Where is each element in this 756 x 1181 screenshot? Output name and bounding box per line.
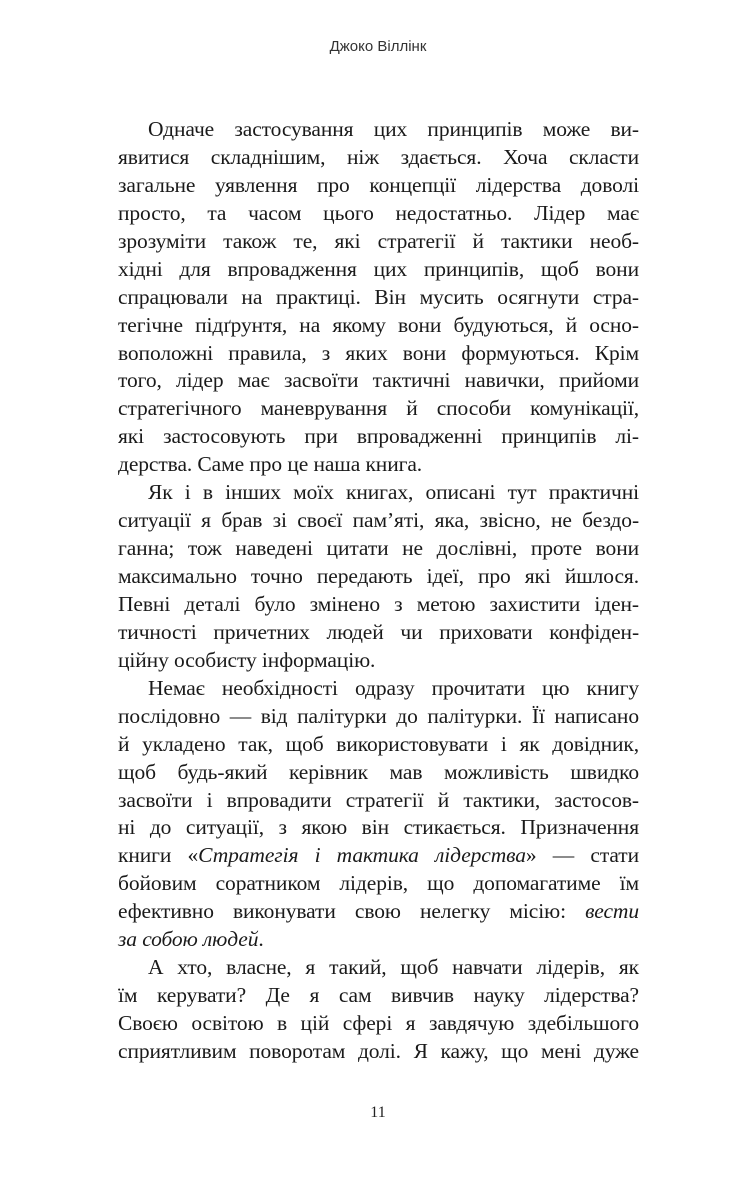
text-line	[118, 367, 639, 395]
text-span: бойовим соратником лідерів, що допомагатиме їм	[118, 871, 639, 896]
text-line	[118, 675, 639, 703]
text-span: воположні правила, з яких вони формуються. Крім	[118, 340, 639, 365]
text-span: засвоїти і впровадити стратегії й тактики, застосов-	[118, 787, 639, 812]
text-span: тегічне підґрунтя, на якому вони будуються, й осно-	[118, 312, 639, 337]
text-span: ні до ситуації, з якою він стикається. Призначення	[118, 815, 639, 840]
text-line	[118, 926, 639, 954]
text-span: які застосовують при впровадженні принципів лі-	[118, 424, 639, 449]
text-line	[118, 479, 639, 507]
text-span: ційну особисту інформацію.	[118, 647, 376, 672]
text-span: А хто, власне, я такий, щоб навчати лідерів, як	[148, 955, 639, 980]
text-span: зрозуміти також те, які стратегії й тактики необ-	[118, 228, 639, 253]
text-line	[118, 144, 639, 172]
text-line	[118, 228, 639, 256]
text-line	[118, 256, 639, 284]
text-line	[118, 1010, 639, 1038]
text-span: Як і в інших моїх книгах, описані тут практичні	[148, 480, 639, 505]
text-line	[118, 395, 639, 423]
text-span: сприятливим поворотам долі. Я кажу, що мені дуже	[118, 1038, 639, 1063]
text-line	[118, 591, 639, 619]
text-line	[118, 814, 639, 842]
text-span: того, лідер має засвоїти тактичні навички, прийоми	[118, 368, 639, 393]
text-span: ефективно виконувати свою нелегку місію:	[118, 899, 586, 924]
text-line	[118, 842, 639, 870]
text-line	[118, 982, 639, 1010]
text-span: максимально точно передають ідеї, про які йшлося.	[118, 564, 639, 588]
text-span: .	[258, 927, 264, 952]
text-line	[118, 619, 639, 647]
text-line	[118, 200, 639, 228]
text-line	[118, 172, 639, 200]
text-span: тичності причетних людей чи приховати конфіден-	[118, 619, 639, 644]
text-line	[118, 507, 639, 535]
text-span: ситуації я брав зі своєї пам’яті, яка, звісно, не бездо-	[118, 508, 639, 533]
text-line	[118, 787, 639, 815]
paragraph	[118, 116, 639, 479]
text-span: книги «	[118, 843, 199, 868]
text-span: загальне уявлення про концепції лідерства доволі	[118, 172, 639, 197]
text-span: Певні деталі було змінено з метою захистити іден-	[118, 591, 639, 616]
text-line	[118, 284, 639, 312]
text-span: Своєю освітою в цій сфері я завдячую здебільшого	[118, 1011, 639, 1035]
text-span: дерства. Саме про це наша книга.	[118, 452, 423, 477]
text-span: послідовно — від палітурки до палітурки. Її написано	[118, 703, 639, 728]
body-text	[118, 116, 639, 1066]
text-line	[118, 759, 639, 787]
text-line	[118, 1038, 639, 1066]
text-span: спрацювали на практиці. Він мусить осягнути стра-	[118, 284, 639, 309]
text-line	[118, 563, 639, 591]
text-line	[118, 423, 639, 451]
text-span: й укладено так, щоб використовувати і як довідник,	[118, 731, 639, 756]
text-line	[118, 116, 639, 144]
running-head: Джоко Віллінк	[329, 38, 427, 55]
italic-text: вести	[585, 899, 639, 924]
text-span: » — стати	[525, 843, 639, 868]
text-line	[118, 703, 639, 731]
text-line	[118, 451, 639, 479]
paragraph	[118, 479, 639, 675]
text-span: ганна; тож наведені цитати не дослівні, проте вони	[118, 536, 639, 561]
text-line	[118, 340, 639, 368]
italic-text: Стратегія і тактика лідерства	[198, 843, 526, 868]
text-line	[118, 647, 639, 675]
text-span: щоб будь-який керівник мав можливість швидко	[118, 759, 639, 784]
italic-text: за собою людей	[118, 927, 259, 952]
text-span: просто, та часом цього недостатньо. Лідер має	[118, 200, 639, 225]
text-span: Одначе застосування цих принципів може ви-	[148, 117, 639, 141]
text-line	[118, 954, 639, 982]
text-span: їм керувати? Де я сам вивчив науку лідерства?	[118, 983, 639, 1008]
page-number: 11	[370, 1104, 386, 1121]
text-span: Немає необхідності одразу прочитати цю книгу	[148, 675, 639, 700]
text-line	[118, 898, 639, 926]
text-line	[118, 535, 639, 563]
text-line	[118, 731, 639, 759]
paragraph	[118, 954, 639, 1066]
text-span: хідні для впровадження цих принципів, щоб вони	[118, 256, 639, 281]
text-span: стратегічного маневрування й способи комунікації,	[118, 396, 639, 421]
text-line	[118, 870, 639, 898]
paragraph	[118, 675, 639, 954]
text-line	[118, 312, 639, 340]
text-span: явитися складнішим, ніж здається. Хоча скласти	[118, 144, 639, 169]
